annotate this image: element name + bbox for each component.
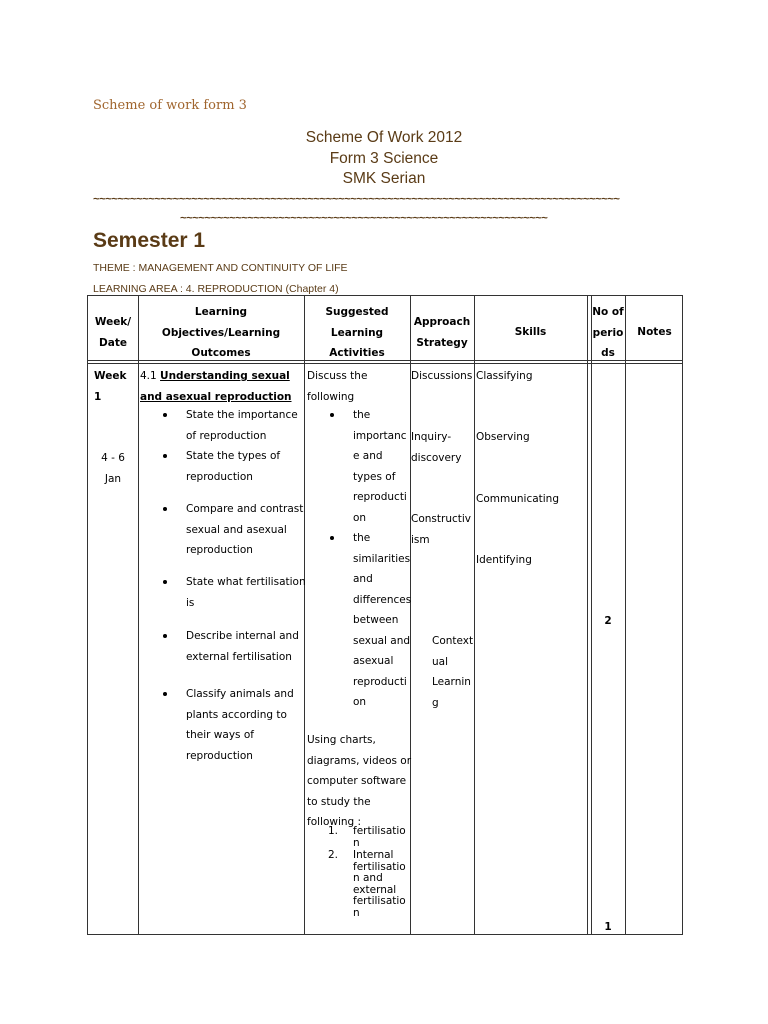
approach-text: Discussions: [411, 370, 473, 382]
bullet-text: Classify animals and: [186, 688, 294, 700]
bullet-text: is: [186, 596, 195, 609]
activity-text: reproducti: [353, 491, 407, 503]
week-text: 1: [94, 390, 102, 403]
week-date: [88, 448, 138, 489]
header-week-date: [88, 312, 138, 353]
bullet-icon: [163, 580, 167, 584]
activity-text: Internal: [353, 849, 394, 861]
bullet-text: sexual and asexual: [186, 523, 287, 536]
header-text: Learning: [194, 306, 248, 318]
activity-text: Using charts,: [307, 734, 376, 746]
bullet-text: State the importance: [186, 409, 298, 421]
approach-text: Constructiv: [411, 513, 471, 525]
title-line-2: Form 3 Science: [329, 149, 439, 167]
activity-numbered-item: [328, 826, 338, 838]
skill-item: Identifying: [476, 554, 532, 566]
bullet-text: their ways of: [186, 729, 254, 741]
bullet-text: Describe internal and: [186, 630, 299, 642]
bullet-text: State what fertilisation: [186, 576, 306, 588]
objective-bullet: [186, 405, 298, 446]
activity-numbered-text: [353, 850, 406, 919]
header-text: Strategy: [416, 336, 468, 349]
header-text: Skills: [514, 326, 547, 338]
header-learning-objectives: [138, 302, 304, 364]
activity-text: the: [353, 409, 371, 421]
approach-text: discovery: [411, 451, 462, 464]
objective-bullet: [186, 446, 280, 487]
item-number: 2.: [328, 849, 339, 861]
activity-text: fertilisatio: [353, 895, 406, 907]
header-approach-strategy: [410, 312, 474, 353]
header-text: Notes: [637, 326, 672, 338]
activities-intro: [307, 366, 367, 407]
title-line-1: Scheme Of Work 2012: [305, 129, 463, 146]
periods-value: 2: [604, 615, 612, 627]
activity-text: following :: [307, 816, 362, 828]
activity-text: sexual and: [353, 634, 411, 647]
approach-text: ual: [432, 655, 449, 668]
objective-number: 4.1: [140, 370, 161, 382]
column-divider: [474, 296, 475, 934]
approach-text: g: [432, 696, 439, 709]
activity-text: similarities: [353, 552, 411, 565]
header-text: Approach: [413, 316, 471, 328]
column-divider: [587, 296, 588, 934]
activity-text: on: [353, 696, 367, 708]
activity-text: diagrams, videos or: [307, 754, 412, 767]
activity-text: e and: [353, 450, 383, 462]
activity-text: external: [353, 883, 397, 896]
activity-text: fertilisatio: [353, 860, 406, 873]
approach-text: Context: [432, 635, 474, 647]
activity-text: differences: [353, 593, 412, 606]
column-divider: [138, 296, 139, 934]
activity-text: n: [353, 836, 360, 849]
header-text: perio: [592, 326, 624, 339]
approach-item: [411, 427, 461, 468]
objective-bullet: [186, 572, 306, 613]
activity-bullet: [353, 405, 407, 528]
activity-text: importanc: [353, 429, 407, 442]
approach-text: Learnin: [432, 676, 471, 688]
activity-text: computer software: [307, 775, 407, 787]
header-text: Date: [99, 336, 127, 349]
header-no-of-periods: [591, 302, 625, 364]
skill-item: Classifying: [476, 370, 533, 382]
activity-numbered-item: [328, 850, 338, 862]
objective-heading-text: and asexual reproduction: [140, 390, 292, 403]
header-note: Scheme of work form 3: [93, 98, 247, 113]
activity-numbered-text: [353, 826, 406, 849]
approach-text: ism: [411, 533, 430, 546]
bullet-icon: [163, 507, 167, 511]
date-text: Jan: [104, 472, 122, 485]
header-text: No of: [592, 306, 624, 318]
approach-item: [411, 509, 471, 550]
activity-text: types of: [353, 470, 396, 483]
date-text: 4 - 6: [101, 452, 125, 464]
activity-text: and: [353, 573, 373, 585]
approach-text: Inquiry-: [411, 431, 452, 443]
activity-text: n and: [353, 872, 383, 884]
activity-text: asexual: [353, 655, 394, 667]
activities-intro-2: [307, 730, 411, 833]
activity-text: reproducti: [353, 675, 407, 688]
header-text: Objectives/Learning: [161, 326, 281, 339]
semester-heading: Semester 1: [93, 229, 206, 252]
objective-bullet: [186, 499, 303, 561]
approach-item: [411, 366, 472, 387]
activity-bullet: [353, 528, 411, 713]
title-line-3: SMK Serian: [342, 170, 426, 187]
bullet-text: of reproduction: [186, 429, 267, 442]
activity-text: the: [353, 532, 371, 544]
header-notes: [625, 322, 684, 343]
bullet-text: external fertilisation: [186, 650, 292, 663]
bullet-text: reproduction: [186, 544, 253, 556]
learning-area-line: LEARNING AREA : 4. REPRODUCTION (Chapter 4): [93, 283, 339, 295]
objective-bullet: [186, 684, 294, 766]
bullet-text: reproduction: [186, 470, 253, 483]
objective-heading-text: Understanding sexual: [160, 370, 290, 382]
objective-bullet: [186, 626, 299, 667]
header-text: Week/: [94, 316, 132, 328]
skill-item: Observing: [476, 431, 530, 443]
activity-text: following: [307, 390, 355, 403]
bullet-icon: [163, 634, 167, 638]
objective-heading: [140, 366, 292, 407]
approach-item: [432, 631, 473, 713]
column-divider: [625, 296, 626, 934]
document-title: [0, 128, 768, 190]
bullet-icon: [163, 692, 167, 696]
bullet-text: Compare and contrast: [186, 503, 304, 515]
item-number: 1.: [328, 825, 339, 837]
scheme-table: [87, 295, 683, 935]
activity-text: on: [353, 511, 367, 524]
tilde-divider-1: ~~~~~~~~~~~~~~~~~~~~~~~~~~~~~~~~~~~~~~~~~~~~~~~~~~~~~~~~~~~~~~~~~~~~~~~~~~~~~~~~~~~~~~: [93, 192, 620, 205]
theme-line: THEME : MANAGEMENT AND CONTINUITY OF LIFE: [93, 262, 348, 274]
header-suggested-activities: [304, 302, 410, 364]
header-text: Outcomes: [191, 347, 251, 359]
bullet-text: State the types of: [186, 450, 281, 462]
activity-text: between: [353, 614, 399, 626]
skill-item: Communicating: [476, 493, 560, 505]
header-skills: [474, 322, 587, 343]
activity-text: fertilisatio: [353, 825, 406, 837]
bullet-icon: [163, 454, 167, 458]
activity-text: n: [353, 906, 360, 919]
header-text: Activities: [329, 347, 385, 359]
header-text: Learning: [330, 326, 384, 339]
bullet-icon: [330, 413, 334, 417]
column-divider: [304, 296, 305, 934]
activity-text: Discuss the: [307, 370, 368, 382]
bullet-text: reproduction: [186, 749, 253, 762]
header-text: Suggested: [325, 306, 389, 318]
bullet-icon: [163, 413, 167, 417]
bullet-text: plants according to: [186, 708, 287, 721]
header-text: ds: [601, 347, 615, 359]
bullet-icon: [330, 536, 334, 540]
activity-text: to study the: [307, 795, 371, 808]
week-text: Week: [94, 370, 127, 382]
tilde-divider-2: ~~~~~~~~~~~~~~~~~~~~~~~~~~~~~~~~~~~~~~~~~~~~~~~~~~~~~~~~~~~~: [180, 211, 548, 224]
periods-value: 1: [604, 921, 612, 933]
week-label: [94, 366, 126, 407]
